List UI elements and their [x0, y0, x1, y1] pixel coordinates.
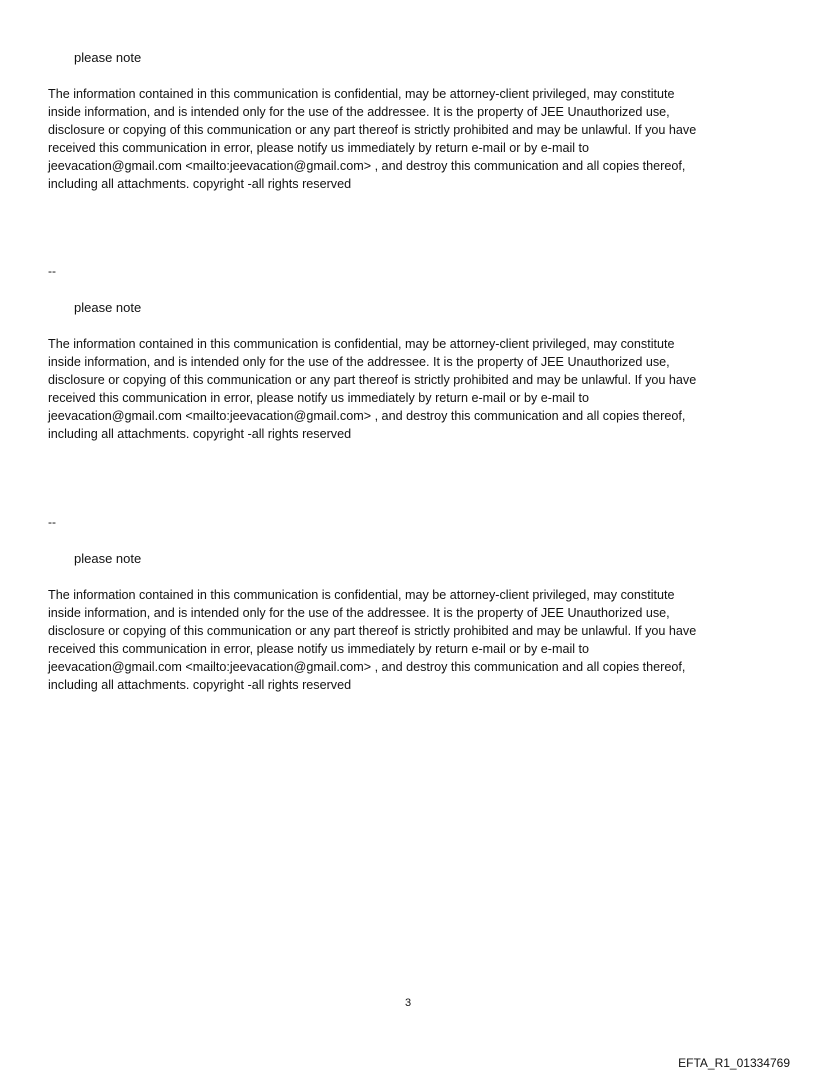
notice-line: jeevacation@gmail.com <mailto:jeevacation@gmail.com> , and destroy this communication and all copies thereof,	[48, 409, 686, 423]
notice-line: The information contained in this communication is confidential, may be attorney-client privileged, may constitute	[48, 337, 675, 351]
notice-line: disclosure or copying of this communication or any part thereof is strictly prohibited and may be unlawful. If you have	[48, 624, 697, 638]
notice-heading: please note	[74, 50, 142, 65]
notice-line: received this communication in error, please notify us immediately by return e-mail or by e-mail to	[48, 642, 590, 656]
notice-line: including all attachments. copyright -all rights reserved	[48, 678, 352, 692]
notice-line: disclosure or copying of this communication or any part thereof is strictly prohibited and may be unlawful. If you have	[48, 373, 697, 387]
notice-line: inside information, and is intended only for the use of the addressee. It is the property of JEE Unauthorized use,	[48, 355, 670, 369]
document-id: EFTA_R1_01334769	[678, 1056, 790, 1070]
separator-1: --	[48, 264, 56, 278]
notice-body	[48, 586, 768, 694]
notice-line: jeevacation@gmail.com <mailto:jeevacation@gmail.com> , and destroy this communication and all copies thereof,	[48, 660, 686, 674]
notice-body	[48, 85, 768, 193]
notice-line: received this communication in error, please notify us immediately by return e-mail or by e-mail to	[48, 391, 590, 405]
notice-line: including all attachments. copyright -all rights reserved	[48, 427, 352, 441]
page-number: 3	[404, 997, 412, 1009]
notice-line: including all attachments. copyright -all rights reserved	[48, 177, 352, 191]
notice-line: The information contained in this communication is confidential, may be attorney-client privileged, may constitute	[48, 87, 675, 101]
notice-line: jeevacation@gmail.com <mailto:jeevacation@gmail.com> , and destroy this communication and all copies thereof,	[48, 159, 686, 173]
notice-line: inside information, and is intended only for the use of the addressee. It is the property of JEE Unauthorized use,	[48, 606, 670, 620]
notice-heading: please note	[74, 300, 142, 315]
separator-2: --	[48, 515, 56, 529]
notice-line: The information contained in this communication is confidential, may be attorney-client privileged, may constitute	[48, 588, 675, 602]
notice-line: received this communication in error, please notify us immediately by return e-mail or by e-mail to	[48, 141, 590, 155]
notice-heading: please note	[74, 551, 142, 566]
notice-line: disclosure or copying of this communication or any part thereof is strictly prohibited and may be unlawful. If you have	[48, 123, 697, 137]
notice-body	[48, 335, 768, 443]
notice-line: inside information, and is intended only for the use of the addressee. It is the property of JEE Unauthorized use,	[48, 105, 670, 119]
